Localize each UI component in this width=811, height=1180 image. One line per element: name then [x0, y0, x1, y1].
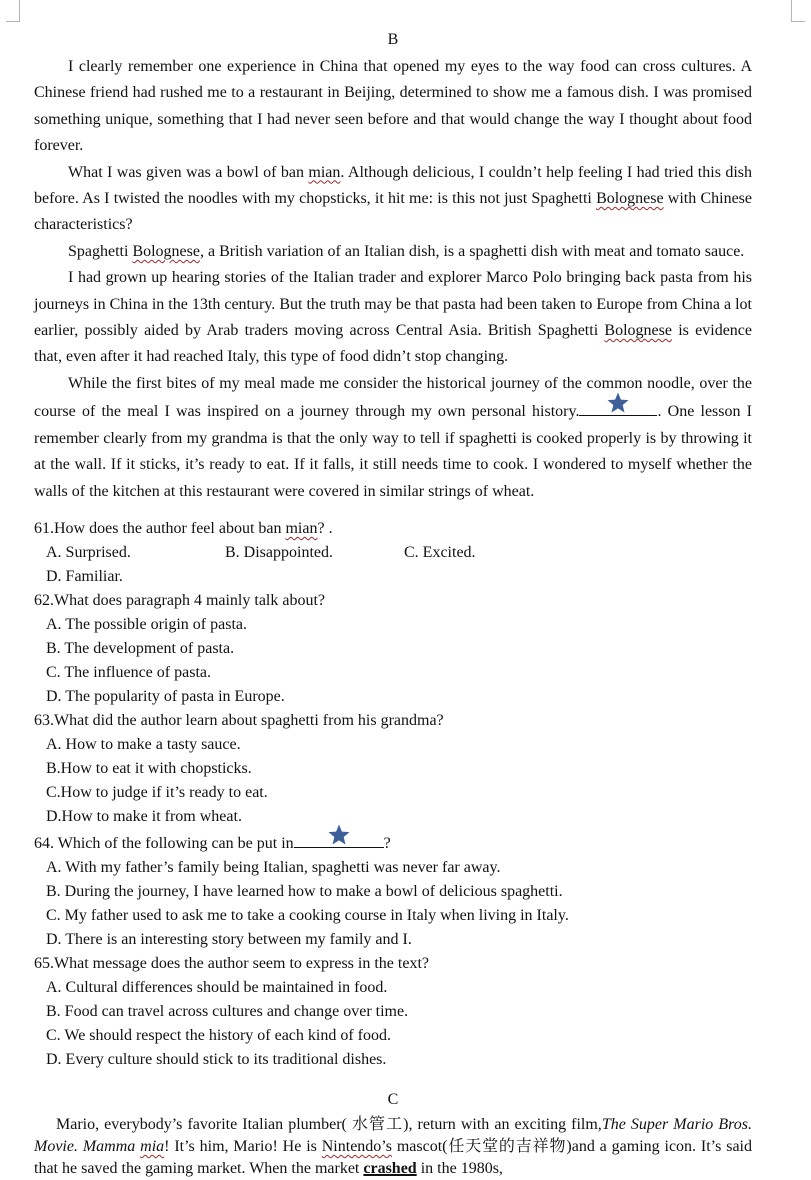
corner-crop-mark-right	[791, 0, 792, 22]
paragraph-3: Spaghetti Bolognese, a British variation of an Italian dish, is a spaghetti dish with meat and tomato sauce.	[68, 242, 745, 260]
option-b: B. Food can travel across cultures and change over time.	[46, 1002, 409, 1020]
passage-c	[34, 1088, 752, 1180]
question-stem: 62.What does paragraph 4 mainly talk about?	[34, 591, 326, 609]
passage-b	[34, 54, 752, 505]
option-row	[34, 733, 752, 829]
option-b: B. During the journey, I have learned how to make a bowl of delicious spaghetti.	[46, 882, 563, 900]
corner-crop-mark-left-h	[6, 21, 20, 22]
option-c: C. Excited.	[404, 543, 476, 561]
question-stem: 65.What message does the author seem to express in the text?	[34, 954, 429, 972]
question-62	[34, 589, 752, 709]
section-c-heading: C	[387, 1090, 399, 1108]
option-a: A. Surprised.	[46, 543, 131, 561]
option-a: A. With my father’s family being Italian, spaghetti was never far away.	[46, 858, 501, 876]
document-page	[34, 28, 752, 1180]
film-title: The Super Mario Bros. Movie. Mamma	[34, 1115, 752, 1155]
bold-underlined-word: crashed	[363, 1159, 417, 1177]
wavy-underlined-word: Bolognese	[596, 190, 664, 208]
option-d: D. The popularity of pasta in Europe.	[46, 687, 285, 705]
option-c: C. My father used to ask me to take a cooking course in Italy when living in Italy.	[46, 906, 569, 924]
question-stem: 63.What did the author learn about spaghetti from his grandma?	[34, 711, 444, 729]
star-icon	[327, 823, 351, 847]
option-b: B. The development of pasta.	[46, 639, 235, 657]
wavy-underlined-word: mia	[140, 1137, 165, 1155]
corner-crop-mark-left	[19, 0, 20, 22]
option-a: A. How to make a tasty sauce.	[46, 735, 241, 753]
option-d: D. Familiar.	[46, 567, 123, 585]
question-list	[34, 517, 752, 1072]
option-c: C.How to judge if it’s ready to eat.	[46, 783, 268, 801]
star-shape	[608, 393, 629, 413]
option-row	[34, 541, 752, 589]
option-c: C. We should respect the history of each kind of food.	[46, 1026, 392, 1044]
option-a: A. Cultural differences should be maintained in food.	[46, 978, 388, 996]
star-shape	[328, 824, 349, 844]
option-row	[34, 613, 752, 709]
answer-blank	[579, 397, 657, 416]
question-63	[34, 709, 752, 829]
option-column	[34, 976, 752, 1072]
question-64	[34, 829, 752, 952]
star-icon	[606, 391, 630, 415]
question-stem: 64. Which of the following can be put in ?	[34, 829, 752, 856]
paragraph-1: I clearly remember one experience in China that opened my eyes to the way food can cross cultures. A Chinese friend had rushed me to a restaurant in Beijing, determined to show me a famous dish. I was promised something unique, something that I had never seen before and that would change the way I thought about food forever.	[34, 58, 752, 155]
section-b-heading: B	[387, 31, 399, 48]
option-d: D. There is an interesting story between my family and I.	[46, 930, 412, 948]
corner-crop-mark-right-h	[791, 21, 805, 22]
paragraph-c-1: Mario, everybody’s favorite Italian plumber( 水管工), return with an exciting film,The Super Mario Bros. Movie. Mamma mia! It’s him, Mario! He is Nintendo’s mascot(任天堂的吉祥物)and a gaming icon. It’s said that he saved the gaming market. When the market crashed in the 1980s,	[34, 1115, 752, 1177]
wavy-underlined-word: Nintendo’s	[321, 1137, 392, 1155]
wavy-underlined-word: mian	[285, 519, 318, 537]
option-column	[34, 856, 752, 952]
wavy-underlined-word: mian	[308, 163, 341, 181]
paragraph-5: While the first bites of my meal made me consider the historical journey of the common noodle, over the course of the meal I was inspired on a journey through my own personal history. . One lesson I remember clearly from my grandma is that the only way to tell if spaghetti is cooked properly is by throwing it at the wall. If it sticks, it’s ready to eat. If it falls, it still needs time to cook. I wondered to myself whether the walls of the kitchen at this restaurant were covered in similar strings of wheat.	[34, 374, 753, 500]
question-61	[34, 517, 752, 589]
answer-blank	[294, 829, 384, 848]
option-a: A. The possible origin of pasta.	[46, 615, 248, 633]
option-d: D. Every culture should stick to its traditional dishes.	[46, 1050, 387, 1068]
option-b: B.How to eat it with chopsticks.	[46, 759, 252, 777]
wavy-underlined-word: Bolognese	[132, 242, 200, 260]
option-d: D.How to make it from wheat.	[46, 807, 242, 825]
option-b: B. Disappointed.	[225, 543, 333, 561]
question-65	[34, 952, 752, 1072]
option-c: C. The influence of pasta.	[46, 663, 211, 681]
paragraph-4: I had grown up hearing stories of the Italian trader and explorer Marco Polo bringing back pasta from his journeys in China in the 13th century. But the truth may be that pasta had been taken to Europe from China a lot earlier, possibly aided by Arab traders moving across Central Asia. British Spaghetti Bolognese is evidence that, even after it had reached Italy, this type of food didn’t stop changing.	[34, 269, 753, 366]
wavy-underlined-word: Bolognese	[604, 322, 672, 340]
paragraph-2: What I was given was a bowl of ban mian. Although delicious, I couldn’t help feeling I had tried this dish before. As I twisted the noodles with my chopsticks, it hit me: is this not just Spaghetti Bolognese with Chinese characteristics?	[34, 163, 753, 234]
question-stem: 61.How does the author feel about ban mian? .	[34, 519, 333, 537]
